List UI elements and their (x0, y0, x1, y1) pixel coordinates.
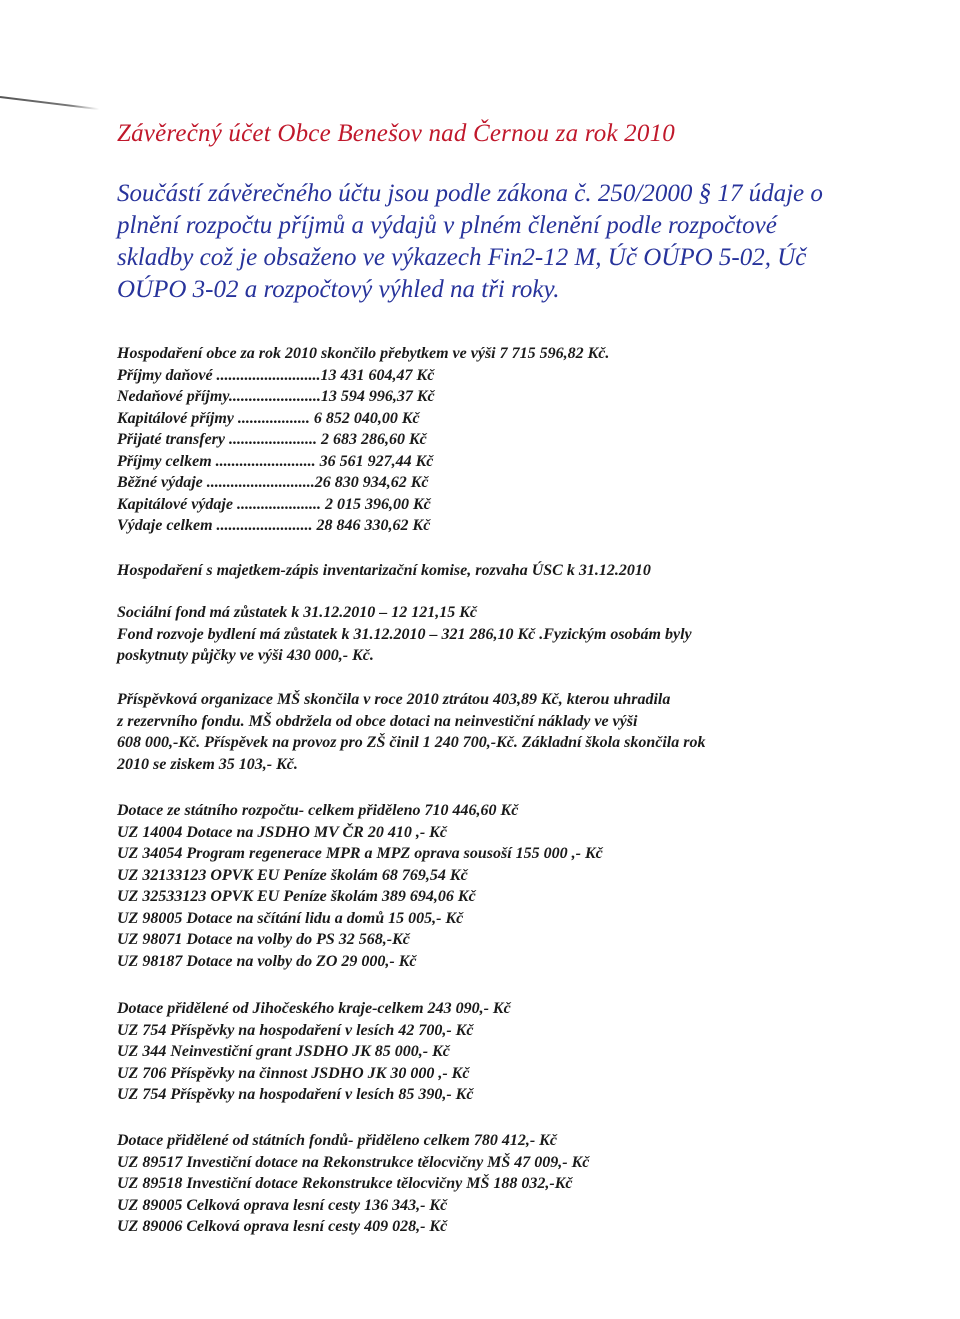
fund-line: Sociální fond má zůstatek k 31.12.2010 – 12 121,15 Kč (117, 604, 478, 621)
funds-section (117, 602, 692, 667)
scan-mark (0, 96, 99, 110)
subsidy-item: UZ 98005 Dotace na sčítání lidu a domů 15 005,- Kč (117, 909, 464, 927)
state-subsidies-heading: Dotace ze státního rozpočtu- celkem přiděleno 710 446,60 Kč (117, 802, 519, 819)
subsidy-item: UZ 754 Příspěvky na hospodaření v lesích 85 390,- Kč (117, 1086, 474, 1103)
budget-line: Kapitálové příjmy .................. 6 852 040,00 Kč (117, 409, 420, 427)
subsidy-item: UZ 14004 Dotace na JSDHO MV ČR 20 410 ,- Kč (117, 823, 447, 841)
subsidy-item: UZ 98071 Dotace na volby do PS 32 568,-Kč (117, 931, 410, 948)
budget-line: Příjmy celkem ......................... 36 561 927,44 Kč (117, 452, 434, 470)
subsidy-item: UZ 89517 Investiční dotace na Rekonstrukce tělocvičny MŠ 47 009,- Kč (117, 1153, 590, 1171)
organization-line: 608 000,-Kč. Příspěvek na provoz pro ZŠ činil 1 240 700,-Kč. Základní škola skončila rok (117, 734, 706, 751)
organization-section (117, 689, 705, 775)
subsidy-item: UZ 32533123 OPVK EU Peníze školám 389 694,06 Kč (117, 888, 476, 905)
region-subsidies-section (117, 998, 511, 1106)
organization-line: 2010 se ziskem 35 103,- Kč. (117, 755, 298, 773)
fund-line: Fond rozvoje bydlení má zůstatek k 31.12.2010 – 321 286,10 Kč .Fyzickým osobám byly (117, 625, 692, 643)
budget-line: Příjmy daňové ..........................13 431 604,47 Kč (117, 366, 435, 384)
budget-section (117, 343, 609, 537)
intro-paragraph: Součástí závěrečného účtu jsou podle zákona č. 250/2000 § 17 údaje o plnění rozpočtu příjmů a výdajů v plném členění podle rozpočtové skladby což je obsaženo ve výkazech Fin2-12 M, Úč OÚPO 5-02, Úč OÚPO 3-02 a rozpočtový výhled na tři roky. (117, 180, 823, 303)
budget-line: Nedaňové příjmy.......................13 594 996,37 Kč (117, 388, 435, 405)
document-title: Závěrečný účet Obce Benešov nad Černou za rok 2010 (117, 120, 675, 147)
organization-line: z rezervního fondu. MŠ obdržela od obce dotaci na neinvestiční náklady ve výši (117, 712, 638, 730)
budget-line: Přijaté transfery ...................... 2 683 286,60 Kč (117, 431, 427, 448)
fund-line: poskytnuty půjčky ve výši 430 000,- Kč. (117, 647, 374, 664)
assets-section (117, 560, 651, 582)
subsidy-item: UZ 89518 Investiční dotace Rekonstrukce tělocvičny MŠ 188 032,-Kč (117, 1175, 573, 1192)
fund-subsidies-heading: Dotace přidělené od státních fondů- přiděleno celkem 780 412,- Kč (117, 1132, 557, 1149)
budget-line: Kapitálové výdaje ..................... 2 015 396,00 Kč (117, 495, 431, 513)
subsidy-item: UZ 344 Neinvestiční grant JSDHO JK 85 000,- Kč (117, 1043, 450, 1060)
budget-line: Výdaje celkem ........................ 28 846 330,62 Kč (117, 517, 431, 534)
subsidy-item: UZ 706 Příspěvky na činnost JSDHO JK 30 000 ,- Kč (117, 1064, 470, 1082)
organization-line: Příspěvková organizace MŠ skončila v roce 2010 ztrátou 403,89 Kč, kterou uhradila (117, 691, 671, 708)
state-subsidies-section (117, 800, 603, 972)
budget-summary: Hospodaření obce za rok 2010 skončilo přebytkem ve výši 7 715 596,82 Kč. (117, 345, 610, 362)
subsidy-item: UZ 89006 Celková oprava lesní cesty 409 028,- Kč (117, 1218, 448, 1235)
budget-line: Běžné výdaje ...........................26 830 934,62 Kč (117, 474, 429, 491)
subsidy-item: UZ 32133123 OPVK EU Peníze školám 68 769,54 Kč (117, 866, 468, 884)
fund-subsidies-section (117, 1130, 589, 1238)
subsidy-item: UZ 34054 Program regenerace MPR a MPZ oprava sousoší 155 000 ,- Kč (117, 845, 603, 862)
subsidy-item: UZ 754 Příspěvky na hospodaření v lesích 42 700,- Kč (117, 1021, 474, 1039)
region-subsidies-heading: Dotace přidělené od Jihočeského kraje-celkem 243 090,- Kč (117, 1000, 511, 1017)
subsidy-item: UZ 98187 Dotace na volby do ZO 29 000,- Kč (117, 952, 417, 970)
assets-line: Hospodaření s majetkem-zápis inventarizační komise, rozvaha ÚSC k 31.12.2010 (117, 562, 651, 579)
subsidy-item: UZ 89005 Celková oprava lesní cesty 136 343,- Kč (117, 1196, 448, 1214)
